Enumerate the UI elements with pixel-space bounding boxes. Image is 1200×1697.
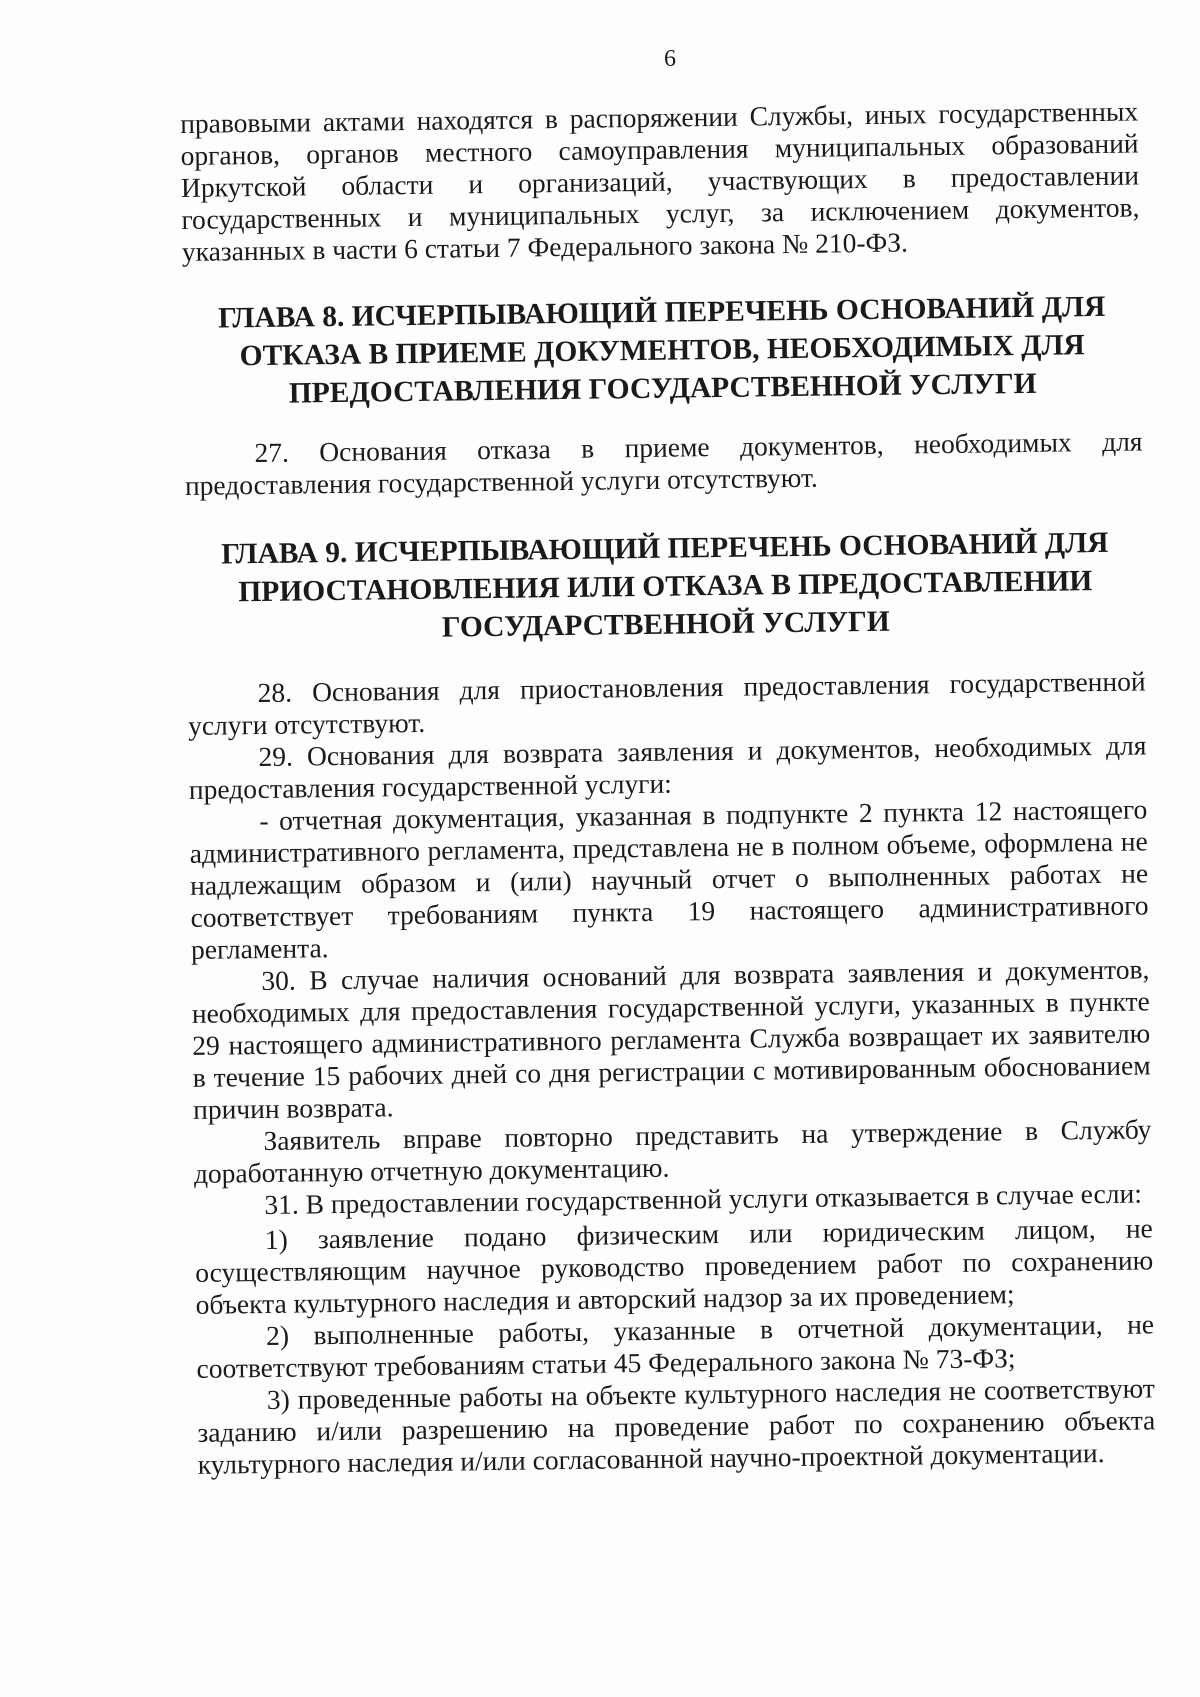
paragraph-31-item-2: 2) выполненные работы, указанные в отчетной документации, не соответствуют требованиям статьи 45 Федерального закона № 73-ФЗ; (196, 1308, 1155, 1384)
intro-paragraph: правовыми актами находятся в распоряжении Службы, иных государственных органов, органов местного самоуправления муниципальных образований Иркутской области и организаций, участвующих в предоставлении государственных и муниципальных услуг, за исключением документов, указанных в части 6 статьи 7 Федерального закона № 210-ФЗ. (180, 95, 1140, 267)
paragraph-31: 31. В предоставлении государственной услуги отказывается в случае если: (264, 1177, 1143, 1220)
paragraph-29: 29. Основания для возврата заявления и документов, необходимых для предоставления государственной услуги: (188, 729, 1147, 805)
paragraph-29-item: - отчетная документация, указанная в подпункте 2 пункта 12 настоящего административного регламента, представлена не в полном объеме, оформлена не надлежащим образом и (или) научный отчет о выполненных работах не соответствует требованиям пункта 19 настоящего административного регламента. (189, 793, 1149, 965)
paragraph-27: 27. Основания отказа в приеме документов, необходимых для предоставления государственной услуги отсутствуют. (184, 425, 1143, 501)
paragraph-30: 30. В случае наличия оснований для возврата заявления и документов, необходимых для предоставления государственной услуги, указанных в пункте 29 настоящего административного регламента Служба возвращает их заявителю в течение 15 рабочих дней со дня регистрации с мотивированным обоснованием причин возврата. (191, 953, 1151, 1125)
paragraph-31-item-1: 1) заявление подано физическим или юридическим лицом, не осуществляющим научное руководство проведением работ по сохранению объекта культурного наследия и авторский надзор за их проведением; (195, 1212, 1154, 1320)
paragraph-31-item-3: 3) проведенные работы на объекте культурного наследия не соответствуют заданию и/или разрешению на проведение работ по сохранению объекта культурного наследия и/или согласованной научно-проектной документации. (197, 1372, 1156, 1480)
chapter-9-heading: ГЛАВА 9. ИСЧЕРПЫВАЮЩИЙ ПЕРЕЧЕНЬ ОСНОВАНИЙ ДЛЯ ПРИОСТАНОВЛЕНИЯ ИЛИ ОТКАЗА В ПРЕДОСТАВЛЕНИИ ГОСУДАРСТВЕННОЙ УСЛУГИ (220, 526, 1109, 644)
page-content (180, 95, 1156, 1480)
paragraph-28: 28. Основания для приостановления предоставления государственной услуги отсутствуют. (187, 665, 1146, 741)
page-number: 6 (664, 46, 676, 72)
paragraph-30-note: Заявитель вправе повторно представить на утверждение в Службу доработанную отчетную документацию. (193, 1113, 1152, 1189)
chapter-8-heading: ГЛАВА 8. ИСЧЕРПЫВАЮЩИЙ ПЕРЕЧЕНЬ ОСНОВАНИЙ ДЛЯ ОТКАЗА В ПРИЕМЕ ДОКУМЕНТОВ, НЕОБХОДИМЫХ ДЛЯ ПРЕДОСТАВЛЕНИЯ ГОСУДАРСТВЕННОЙ УСЛУГИ (217, 290, 1106, 410)
